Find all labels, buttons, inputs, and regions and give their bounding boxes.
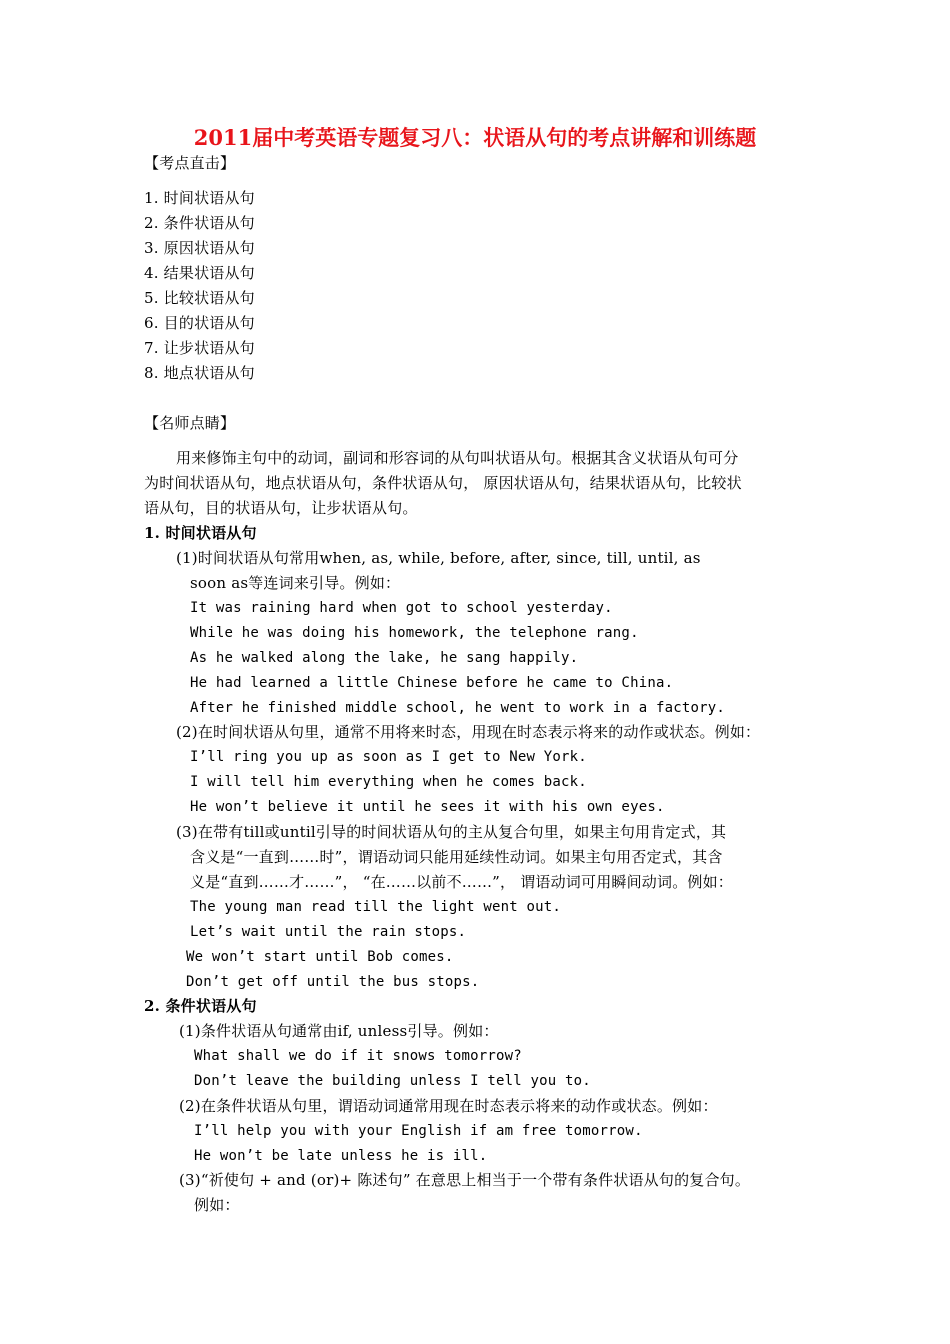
example-sentence: Let’s wait until the rain stops. [190,924,467,940]
example-sentence: It was raining hard when got to school yesterday. [190,600,613,616]
example-sentence: I’ll help you with your English if am free tomorrow. [194,1123,643,1139]
example-sentence: While he was doing his homework, the telephone rang. [190,625,639,641]
example-sentence: He won’t believe it until he sees it with his own eyes. [190,799,665,815]
document-title: 2011届中考英语专题复习八：状语从句的考点讲解和训练题 [193,125,757,150]
kaodian-item: 1. 时间状语从句 [144,189,255,207]
example-sentence: He had learned a little Chinese before he came to China. [190,675,674,691]
section1-rule2: (2)在时间状语从句里，通常不用将来时态，用现在时态表示将来的动作或状态。例如： [176,723,761,741]
section1-rule3-cont: 含义是“一直到……时”，谓语动词只能用延续性动词。如果主句用否定式，其含 [190,848,723,866]
example-sentence: Don’t leave the building unless I tell you to. [194,1073,591,1089]
example-sentence: Don’t get off until the bus stops. [186,974,480,990]
section2-rule3-cont: 例如： [194,1196,240,1214]
example-sentence: I’ll ring you up as soon as I get to New York. [190,749,587,765]
example-sentence: After he finished middle school, he went to work in a factory. [190,700,725,716]
example-sentence: What shall we do if it snows tomorrow? [194,1048,522,1064]
mingshi-heading: 【名师点睛】 [144,414,236,432]
kaodian-item: 3. 原因状语从句 [144,239,255,257]
section2-rule3: (3)“祈使句 + and (or)+ 陈述句” 在意思上相当于一个带有条件状语从句的复合句。 [179,1171,751,1189]
example-sentence: I will tell him everything when he comes back. [190,774,587,790]
kaodian-item: 4. 结果状语从句 [144,264,255,282]
kaodian-item: 5. 比较状语从句 [144,289,255,307]
section2-rule2: (2)在条件状语从句里，谓语动词通常用现在时态表示将来的动作或状态。例如： [179,1097,718,1115]
example-sentence: He won’t be late unless he is ill. [194,1148,488,1164]
intro-line: 语从句，目的状语从句，让步状语从句。 [144,499,418,517]
kaodian-item: 7. 让步状语从句 [144,339,255,357]
example-sentence: As he walked along the lake, he sang happily. [190,650,579,666]
example-sentence: We won’t start until Bob comes. [186,949,454,965]
section2-heading: 2. 条件状语从句 [144,997,257,1015]
section1-heading: 1. 时间状语从句 [144,524,257,542]
kaodian-item: 2. 条件状语从句 [144,214,255,232]
intro-line: 用来修饰主句中的动词，副词和形容词的从句叫状语从句。根据其含义状语从句可分 [176,449,739,467]
kaodian-item: 6. 目的状语从句 [144,314,255,332]
intro-line: 为时间状语从句，地点状语从句，条件状语从句， 原因状语从句，结果状语从句，比较状 [144,474,742,492]
section1-rule3-cont: 义是“直到……才……”， “在……以前不……”， 谓语动词可用瞬间动词。例如： [190,873,734,891]
section1-rule3: (3)在带有till或until引导的时间状语从句的主从复合句里，如果主句用肯定式，其 [176,823,727,841]
example-sentence: The young man read till the light went out. [190,899,562,915]
section1-rule1-cont: soon as等连词来引导。例如： [190,574,401,592]
section1-rule1: (1)时间状语从句常用when, as, while, before, after, since, till, until, as [176,549,701,567]
section2-rule1: (1)条件状语从句通常由if, unless引导。例如： [179,1022,499,1040]
kaodian-item: 8. 地点状语从句 [144,364,255,382]
kaodian-heading: 【考点直击】 [144,154,236,172]
